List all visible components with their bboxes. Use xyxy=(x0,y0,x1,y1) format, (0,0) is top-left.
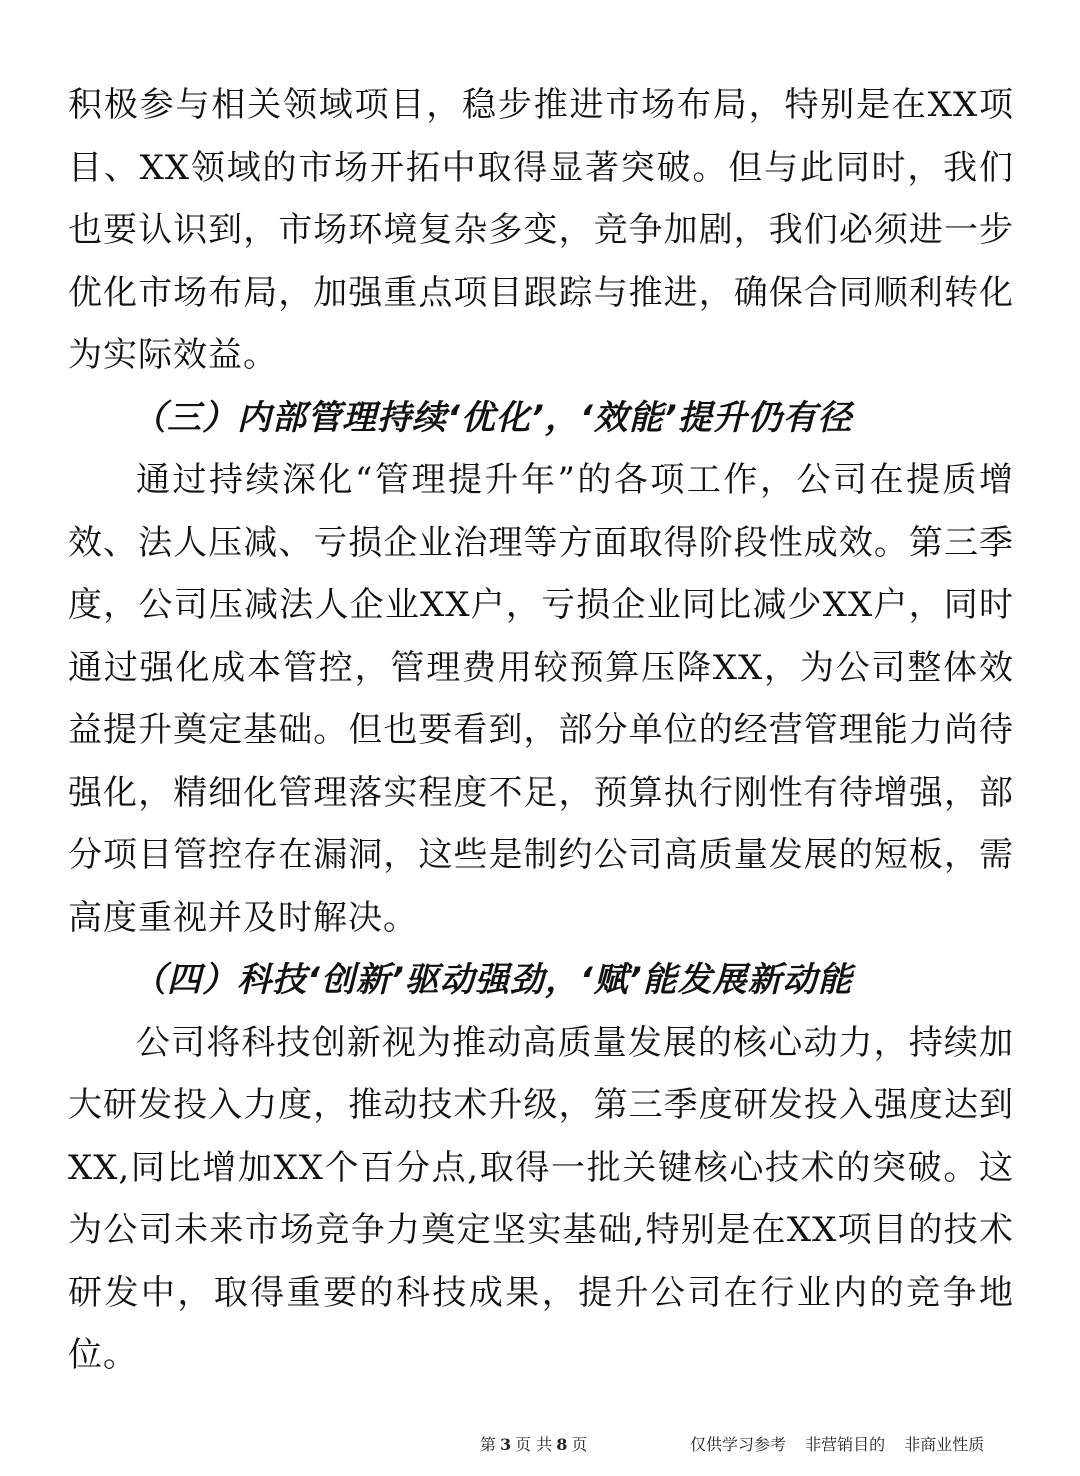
section-heading-4: （四）科技‘创新’驱动强劲，‘赋’能发展新动能 xyxy=(132,960,853,1000)
page-suffix: 页 xyxy=(571,1435,588,1454)
footer-note: 仅供学习参考 xyxy=(690,1435,787,1454)
footer-note: 非商业性质 xyxy=(904,1435,985,1454)
body-paragraph: 公司将科技创新视为推动高质量发展的核心动力，持续加大研发投入力度，推动技术升级，第三季度研发投入强度达到XX,同比增加XX个百分点,取得一批关键核心技术的突破。这为公司未来市场竞争力奠定坚实基础,特别是在XX项目的技术研发中，取得重要的科技成果，提升公司在行业内的竞争地位。 xyxy=(68,1022,1014,1375)
footer-note: 非营销目的 xyxy=(805,1435,886,1454)
page-prefix: 第 xyxy=(480,1435,497,1454)
page-number xyxy=(480,1432,587,1455)
page-current: 3 xyxy=(500,1435,512,1454)
body-paragraph: 通过持续深化“管理提升年”的各项工作，公司在提质增效、法人压减、亏损企业治理等方面取得阶段性成效。第三季度，公司压减法人企业XX户，亏损企业同比减少XX户，同时通过强化成本管控，管理费用较预算压降XX，为公司整体效益提升奠定基础。但也要看到，部分单位的经营管理能力尚待强化，精细化管理落实程度不足，预算执行刚性有待增强，部分项目管控存在漏洞，这些是制约公司高质量发展的短板，需高度重视并及时解决。 xyxy=(68,460,1014,938)
footer-notes xyxy=(690,1432,998,1455)
page-total: 8 xyxy=(556,1435,568,1454)
page-footer xyxy=(0,1428,1080,1458)
page-middle: 页 共 xyxy=(515,1435,553,1454)
section-heading-3: （三）内部管理持续‘优化’，‘效能’提升仍有径 xyxy=(132,397,853,438)
body-paragraph: 积极参与相关领域项目，稳步推进市场布局，特别是在XX项目、XX领域的市场开拓中取得显著突破。但与此同时，我们也要认识到，市场环境复杂多变，竞争加剧，我们必须进一步优化市场布局，加强重点项目跟踪与推进，确保合同顺利转化为实际效益。 xyxy=(68,85,1014,375)
document-body xyxy=(68,74,1014,1387)
